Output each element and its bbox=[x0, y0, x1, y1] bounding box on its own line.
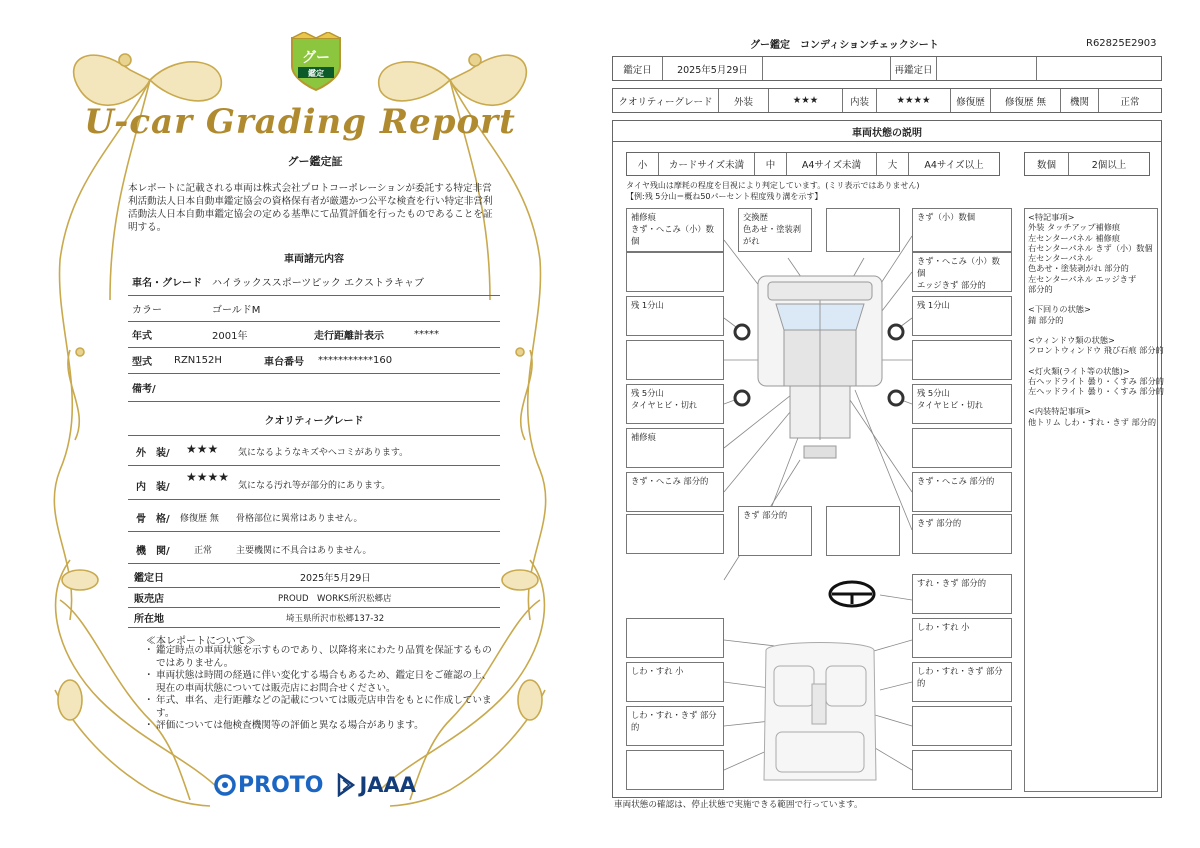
year-row bbox=[128, 322, 500, 348]
special-line: 色あせ・塗装剥がれ 部分的 bbox=[1028, 263, 1129, 274]
sheet-title: グー鑑定 コンディションチェックシート bbox=[750, 40, 939, 51]
goo-kantei-badge-icon bbox=[288, 32, 344, 92]
legend-large: 大 bbox=[877, 153, 909, 175]
panel-box-right-door bbox=[912, 340, 1012, 380]
special-line: <灯火類(ライト等の状態)> bbox=[1028, 365, 1130, 376]
address-label: 所在地 bbox=[134, 614, 164, 625]
interior-box-right-trim bbox=[912, 706, 1012, 746]
int-value: ★★★★ bbox=[877, 89, 951, 112]
address-value: 埼玉県所沢市松郷137-32 bbox=[286, 613, 385, 624]
box-text: すれ・きず 部分的 bbox=[917, 578, 987, 588]
inspect-date-label: 鑑定日 bbox=[613, 57, 663, 80]
inspection-date-row bbox=[128, 566, 500, 588]
legend-medium: 中 bbox=[755, 153, 787, 175]
interior-box-right-front bbox=[912, 618, 1012, 658]
engine-value: 正常 bbox=[1120, 96, 1140, 108]
vehicle-name-row bbox=[128, 268, 500, 296]
special-line: <ウィンドウ類の状態> bbox=[1028, 334, 1115, 345]
box-text: しわ・すれ 小 bbox=[917, 622, 970, 632]
report-notes-title: ≪本レポートについて≫ bbox=[146, 636, 256, 647]
panel-box-tailgate bbox=[738, 506, 812, 556]
panel-box-front bbox=[826, 208, 900, 252]
note-item: ・ 評価については他検査機関等の評価と異なる場合があります。 bbox=[144, 720, 494, 733]
panel-box-front-left bbox=[626, 208, 724, 252]
reinspect-label: 再鑑定日 bbox=[891, 57, 937, 80]
interior-box-steering bbox=[912, 574, 1012, 614]
special-line: 外装 タッチアップ補修痕 bbox=[1028, 222, 1121, 233]
steering-wheel-icon bbox=[830, 582, 874, 606]
interior-box-left-rear bbox=[626, 750, 724, 790]
tire-box-front-right bbox=[912, 296, 1012, 336]
truck-top-view bbox=[758, 276, 882, 458]
engine-label: 機 関/ bbox=[136, 546, 170, 557]
box-text: きず・へこみ（小）数個 bbox=[631, 224, 714, 246]
special-line: 左ヘッドライト 曇り・くすみ 部分的 bbox=[1028, 386, 1164, 397]
box-text: しわ・すれ・きず 部分的 bbox=[631, 710, 717, 732]
box-text: 補修痕 bbox=[631, 432, 656, 442]
exterior-label: 外 装/ bbox=[136, 448, 170, 459]
tire-note-line-2: 【例:残 5分山＝概ね50パーセント程度残り溝を示す】 bbox=[626, 192, 823, 201]
note-item: ・ 車両状態は時間の経過に伴い変化する場合もあるため、鑑定日をご確認の上、現在の車両状態については販売店にお問合せください。 bbox=[144, 670, 494, 695]
interior-row bbox=[128, 466, 500, 500]
frame-row bbox=[128, 500, 500, 532]
address-row bbox=[128, 608, 500, 628]
engine-desc: 主要機関に不具合はありません。 bbox=[236, 546, 372, 556]
model-value: RZN152H bbox=[174, 355, 222, 366]
panel-box-rear-right bbox=[912, 514, 1012, 554]
exterior-desc: 気になるようなキズやヘコミがあります。 bbox=[238, 448, 409, 458]
box-text: しわ・すれ 小 bbox=[631, 666, 684, 676]
remarks-label: 備考/ bbox=[132, 384, 156, 395]
legend-count: 数個 bbox=[1025, 153, 1069, 175]
condition-section-title: 車両状態の説明 bbox=[612, 120, 1162, 142]
exterior-stars: ★★★ bbox=[186, 442, 219, 456]
special-line: <内装特記事項> bbox=[1028, 406, 1091, 417]
year-label: 年式 bbox=[132, 331, 152, 342]
box-text: 残 5分山 bbox=[917, 388, 950, 398]
box-text: きず・へこみ（小）数個 bbox=[917, 256, 1000, 278]
vehicle-name-value: ハイラックススポーツピック エクストラキャブ bbox=[212, 278, 424, 289]
special-line: 部分的 bbox=[1028, 284, 1053, 295]
dealer-row bbox=[128, 588, 500, 608]
box-text: タイヤヒビ・切れ bbox=[917, 400, 984, 410]
remarks-row bbox=[128, 374, 500, 402]
special-line bbox=[1028, 396, 1154, 406]
engine-label: 機関 bbox=[1061, 89, 1099, 112]
note-item: ・ 年式、車名、走行距離などの記載については販売店申告をもとに作成しています。 bbox=[144, 695, 494, 720]
mileage-label: 走行距離計表示 bbox=[314, 331, 384, 342]
footer-logos bbox=[214, 768, 417, 802]
note-item: ・ 鑑定時点の車両状態を示すものであり、以降将来にわたり品質を保証するものではありません。 bbox=[144, 645, 494, 670]
ext-label: 外装 bbox=[719, 89, 769, 112]
repair-label: 修復歴 bbox=[951, 89, 991, 112]
panel-box-left-rear bbox=[626, 472, 724, 512]
frame-label: 骨 格/ bbox=[136, 514, 170, 525]
special-line: <下回りの状態> bbox=[1028, 304, 1091, 315]
special-line: 他トリム しわ・すれ・きず 部分的 bbox=[1028, 416, 1157, 427]
proto-logo-text: PROTO bbox=[238, 772, 324, 798]
legend-small: 小 bbox=[627, 153, 659, 175]
special-line bbox=[1028, 356, 1154, 366]
quality-grade-title: クオリティーグレード bbox=[264, 416, 364, 427]
year-value: 2001年 bbox=[212, 331, 248, 342]
report-script-title: U-car Grading Report bbox=[84, 102, 516, 142]
special-notes-panel bbox=[1024, 208, 1164, 792]
box-text: きず・へこみ 部分的 bbox=[631, 476, 709, 486]
interior-stars: ★★★★ bbox=[186, 470, 230, 484]
quality-label: クオリティーグレード bbox=[613, 89, 719, 112]
condition-check-sheet bbox=[600, 0, 1200, 848]
interior-box-left-trim bbox=[626, 706, 724, 746]
box-text: 残 1分山 bbox=[631, 300, 664, 310]
box-text: エッジきず 部分的 bbox=[917, 280, 986, 290]
proto-mark-icon bbox=[214, 774, 236, 796]
box-text: 残 1分山 bbox=[917, 300, 950, 310]
sheet-footer-note: 車両状態の確認は、停止状態で実施できる範囲で行っています。 bbox=[614, 800, 863, 810]
certificate-intro: 本レポートに記載される車両は株式会社プロトコーポレーションが委託する特定非営利活動法人日本自動車鑑定協会の資格保有者が厳選かつ公平な検査を行い特定非営利活動法人日本自動車鑑定協会の定める基準にて品質評価を行ったものであることを証明する。 bbox=[128, 183, 493, 233]
panel-box-left-door bbox=[626, 340, 724, 380]
interior-top-view bbox=[764, 643, 876, 781]
special-line: 左センターパネル bbox=[1028, 253, 1093, 264]
dealer-label: 販売店 bbox=[134, 594, 164, 605]
jaaa-logo-text: JAAA bbox=[359, 773, 417, 797]
color-label: カラー bbox=[132, 305, 162, 316]
model-label: 型式 bbox=[132, 357, 152, 368]
legend-small-desc: カードサイズ未満 bbox=[659, 153, 755, 175]
spec-section-title: 車両諸元内容 bbox=[284, 254, 344, 265]
tire-box-rear-left bbox=[626, 384, 724, 424]
special-line: 右ヘッドライト 曇り・くすみ 部分的 bbox=[1028, 375, 1164, 386]
repair-value: 修復歴 無 bbox=[991, 89, 1061, 112]
panel-box-right-center bbox=[912, 428, 1012, 468]
tire-box-front-left bbox=[626, 296, 724, 336]
interior-box-left-seat bbox=[626, 662, 724, 702]
exterior-row bbox=[128, 436, 500, 466]
box-text: 色あせ・塗装剥がれ bbox=[743, 224, 802, 246]
box-text: 補修痕 bbox=[631, 212, 656, 222]
color-row bbox=[128, 296, 500, 322]
box-text: きず 部分的 bbox=[917, 518, 962, 528]
special-line bbox=[1028, 325, 1154, 335]
box-text: きず・へこみ 部分的 bbox=[917, 476, 995, 486]
jaaa-logo bbox=[337, 773, 416, 797]
tire-box-rear-right bbox=[912, 384, 1012, 424]
inspect-date-value: 2025年5月29日 bbox=[663, 57, 763, 80]
ext-value: ★★★ bbox=[769, 89, 843, 112]
tire-note-line-1: タイヤ残山は摩耗の程度を目視により判定しています。(ミリ表示ではありません) bbox=[626, 181, 920, 190]
box-text: きず（小）数個 bbox=[917, 212, 976, 222]
box-text: タイヤヒビ・切れ bbox=[631, 400, 698, 410]
interior-desc: 気になる汚れ等が部分的にあります。 bbox=[238, 481, 391, 491]
certificate-heading: グー鑑定証 bbox=[287, 155, 343, 168]
special-line: <特記事項> bbox=[1028, 212, 1075, 222]
report-notes-list bbox=[144, 645, 494, 733]
box-text: 残 5分山 bbox=[631, 388, 664, 398]
special-line: 錆 部分的 bbox=[1028, 314, 1064, 325]
mileage-value: ***** bbox=[414, 329, 439, 340]
box-text: きず 部分的 bbox=[743, 510, 788, 520]
color-value: ゴールドM bbox=[212, 305, 261, 316]
legend-large-desc: A4サイズ以上 bbox=[924, 160, 984, 171]
model-row bbox=[128, 348, 500, 374]
frame-desc: 骨格部位に異常はありません。 bbox=[236, 514, 363, 524]
interior-label: 内 装/ bbox=[136, 482, 170, 493]
panel-box-front-right bbox=[912, 208, 1012, 252]
chassis-label: 車台番号 bbox=[264, 357, 304, 368]
quality-title-divider bbox=[128, 406, 500, 436]
special-line: 右センターパネル きず（小）数個 bbox=[1028, 242, 1153, 253]
engine-row bbox=[128, 532, 500, 564]
dealer-value: PROUD WORKS所沢松郷店 bbox=[278, 593, 392, 604]
panel-box-left-fender bbox=[626, 252, 724, 292]
inspection-date-value: 2025年5月29日 bbox=[300, 572, 371, 584]
panel-box-hood bbox=[738, 208, 812, 252]
jaaa-mark-icon bbox=[337, 773, 355, 797]
panel-box-rear-bumper bbox=[826, 506, 900, 556]
badge-label: グー bbox=[302, 50, 330, 66]
svg-text:鑑定: 鑑定 bbox=[308, 69, 324, 78]
legend-medium-desc: A4サイズ未満 bbox=[787, 153, 877, 175]
special-line bbox=[1028, 294, 1154, 304]
box-text: しわ・すれ・きず 部分的 bbox=[917, 666, 1003, 688]
interior-box-right-rear bbox=[912, 750, 1012, 790]
int-label: 内装 bbox=[843, 89, 877, 112]
legend-count-desc: 2個以上 bbox=[1091, 160, 1127, 171]
frame-value: 修復歴 無 bbox=[180, 514, 219, 524]
interior-box-left-front bbox=[626, 618, 724, 658]
box-text: 交換歴 bbox=[743, 212, 768, 222]
chassis-value: ***********160 bbox=[318, 355, 393, 366]
special-line: フロントウィンドウ 飛び石痕 部分的 bbox=[1028, 345, 1164, 356]
engine-value: 正常 bbox=[194, 546, 213, 556]
panel-box-right-fender bbox=[912, 252, 1012, 292]
panel-box-right-rear bbox=[912, 472, 1012, 512]
proto-logo bbox=[214, 773, 323, 798]
interior-box-right-seat bbox=[912, 662, 1012, 702]
panel-box-left-center bbox=[626, 428, 724, 468]
vehicle-name-label: 車名・グレード bbox=[132, 278, 202, 289]
inspection-date-label: 鑑定日 bbox=[134, 573, 164, 584]
sheet-code: R62825E2903 bbox=[1086, 38, 1157, 49]
panel-box-rear-left bbox=[626, 514, 724, 554]
special-line: 左センターパネル エッジきず bbox=[1028, 273, 1137, 284]
special-line: 左センターパネル 補修痕 bbox=[1028, 232, 1120, 243]
